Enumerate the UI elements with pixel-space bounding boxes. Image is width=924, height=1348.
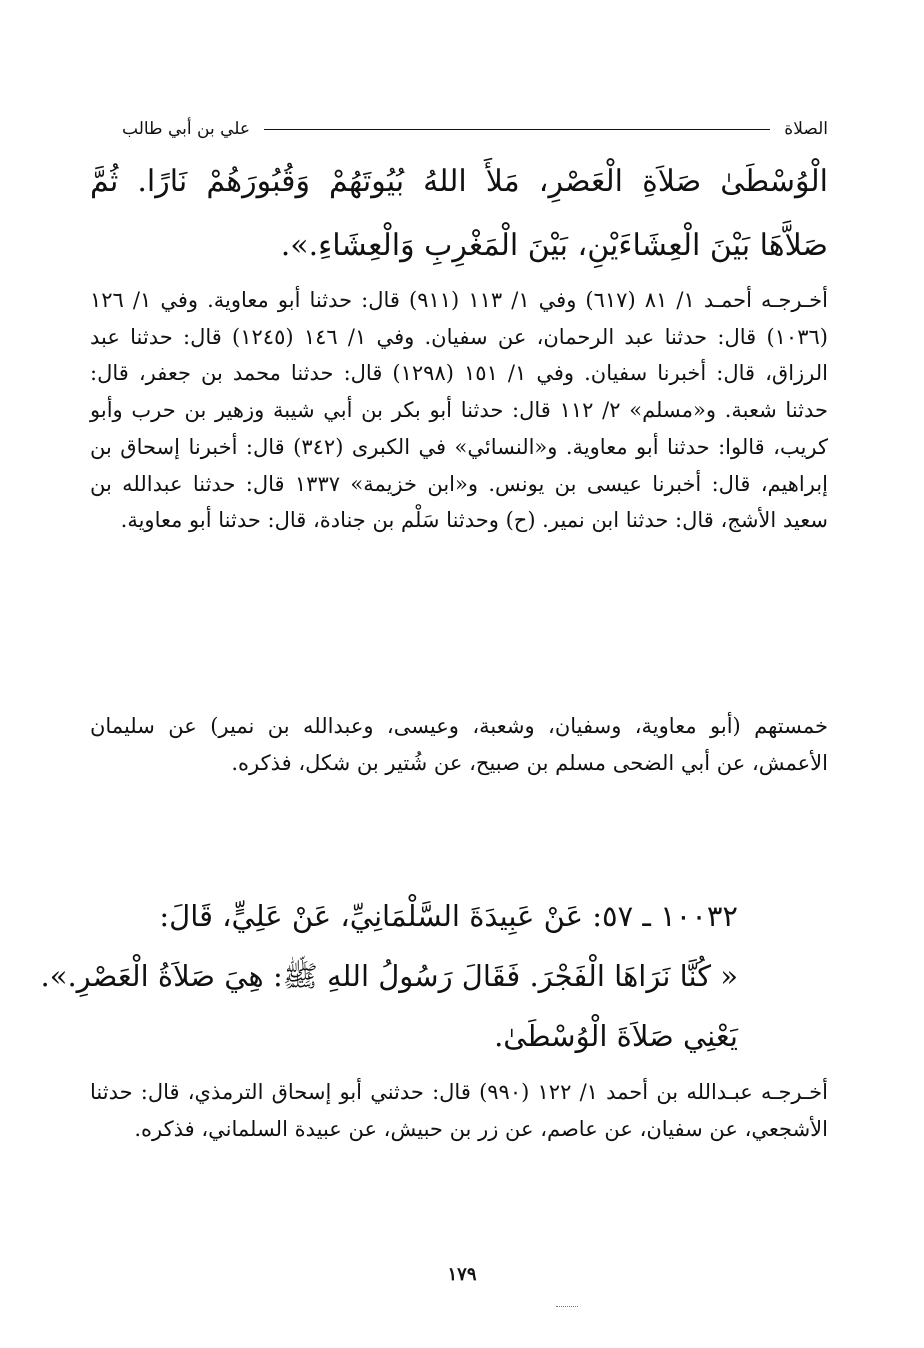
page-number: ١٧٩ — [447, 1264, 477, 1285]
takhrij-paragraph-second: أخـرجـه عبـدالله بن أحمد ١/ ١٢٢ (٩٩٠) قال: حدثني أبو إسحاق الترمذي، قال: حدثنا الأشجعي، عن سفيان، عن عاصم، عن زر بن حبيش، عن عبيدة السلماني، فذكره. — [90, 1080, 828, 1141]
header-companion-name: علي بن أبي طالب — [122, 119, 251, 139]
header-rule — [264, 129, 770, 130]
running-header — [122, 112, 828, 146]
hadith-entry — [40, 886, 738, 1066]
takhrij-paragraph: أخـرجـه أحمـد ١/ ٨١ (٦١٧) وفي ١/ ١١٣ (٩١١) قال: حدثنا أبو معاوية. وفي ١/ ١٢٦ (١٠٣٦) قال: حدثنا عبد الرحمان، عن سفيان. وفي ١/ ١٤٦ (١٢٤٥) قال: حدثنا عبد الرزاق، قال: أخبرنا سفيان. وفي ١/ ١٥١ (١٢٩٨) قال: حدثنا محمد بن جعفر، قال: حدثنا شعبة. و«مسلم» ٢/ ١١٢ قال: حدثنا أبو بكر بن أبي شيبة وزهير بن حرب وأبو كريب، قالوا: حدثنا أبو معاوية. و«النسائي» في الكبرى (٣٤٢) قال: أخبرنا إسحاق بن إبراهيم، قال: أخبرنا عيسى بن يونس. و«ابن خزيمة» ١٣٣٧ قال: حدثنا عبدالله بن سعيد الأشج، قال: حدثنا ابن نمير. (ح) وحدثنا سَلْم بن جنادة، قال: حدثنا أبو معاوية. — [90, 288, 829, 533]
hadith-matn-line: « كُنَّا نَرَاهَا الْفَجْرَ. فَقَالَ رَسُولُ اللهِ ﷺ: هِيَ صَلاَةُ الْعَصْرِ.». — [40, 959, 738, 993]
narrators-summary-paragraph: خمستهم (أبو معاوية، وسفيان، وشعبة، وعيسى، وعبدالله بن نمير) عن سليمان الأعمش، عن أبي الضحى مسلم بن صبيح، عن شُتير بن شكل، فذكره. — [90, 714, 828, 775]
header-chapter-title: الصلاة — [784, 119, 828, 139]
hadith-text-continuation: الْوُسْطَىٰ صَلاَةِ الْعَصْرِ، مَلأَ اللهُ بُيُوتَهُمْ وَقُبُورَهُمْ نَارًا. ثُمَّ صَلاَّهَا بَيْنَ الْعِشَاءَيْنِ، بَيْنَ الْمَغْرِبِ وَالْعِشَاءِ.». — [90, 164, 828, 263]
hadith-explanation-line: يَعْنِي صَلاَةَ الْوُسْطَىٰ. — [494, 1019, 738, 1053]
footer-dotted-mark — [556, 1306, 578, 1307]
hadith-isnad-line: ١٠٠٣٢ ـ ٥٧: عَنْ عَبِيدَةَ السَّلْمَانِيِّ، عَنْ عَلِيٍّ، قَالَ: — [159, 899, 738, 933]
